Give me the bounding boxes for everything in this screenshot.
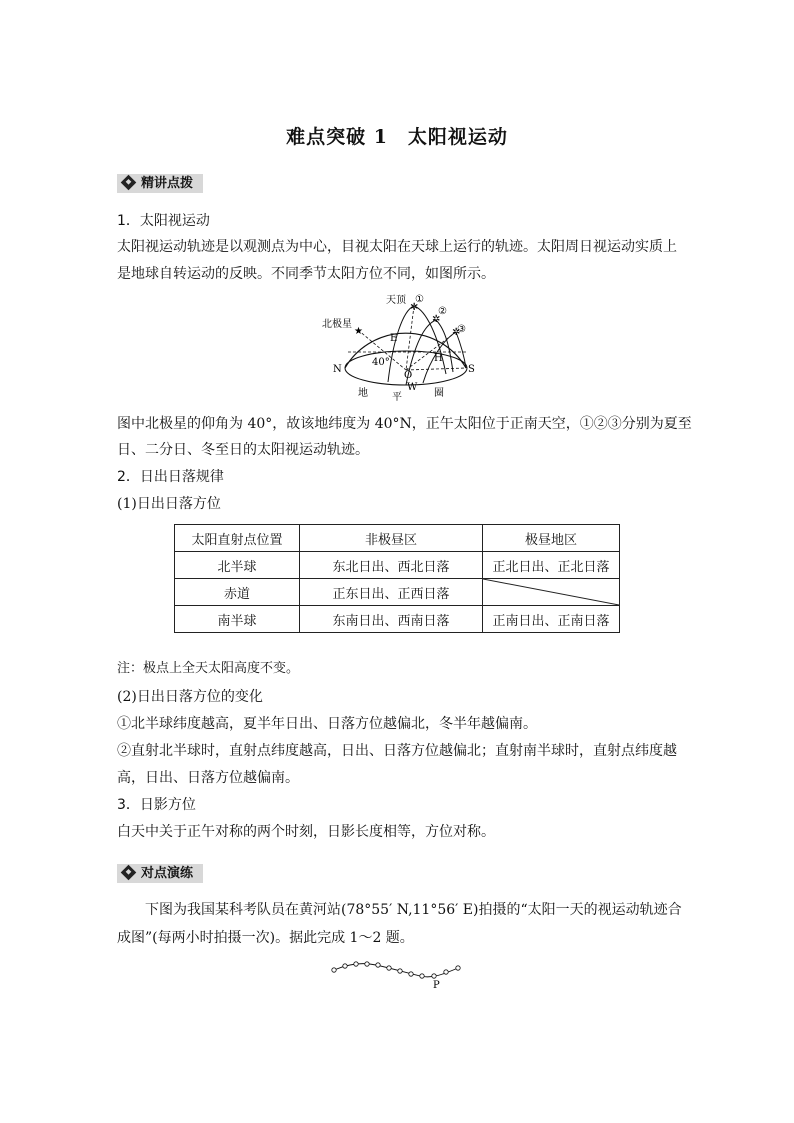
table-header-cell: 非极昼区 (300, 525, 483, 552)
table-row (175, 579, 620, 606)
sun-dot (387, 966, 391, 970)
rule-1: ①北半球纬度越高，夏半年日出、日落方位越偏北，冬半年越偏南。 (117, 716, 537, 732)
label-point-p: P (433, 980, 440, 990)
paragraph-line: 图中北极星的仰角为 40°，故该地纬度为 40°N，正午太阳位于正南天空，①②③分别为夏至 (117, 416, 692, 432)
sun-dot (409, 972, 413, 976)
table-cell: 北半球 (175, 552, 300, 579)
sun-dot (343, 964, 347, 968)
polaris-star-icon: ★ (354, 326, 363, 337)
heading-shadow-direction: 3．日影方位 (117, 797, 196, 813)
table-header-cell: 太阳直射点位置 (175, 525, 300, 552)
paragraph-line: 白天中关于正午对称的两个时刻，日影长度相等，方位对称。 (117, 824, 495, 840)
sun-dot (456, 966, 460, 970)
sun-dot (420, 974, 424, 978)
table-header-cell: 极昼地区 (483, 525, 620, 552)
label-path-1: ① (415, 294, 424, 305)
table-cell: 正南日出、正南日落 (483, 606, 620, 633)
zenith-line (406, 306, 414, 370)
table-cell-diagonal (483, 579, 620, 606)
label-s: S (468, 364, 475, 375)
paragraph-line: 太阳视运动轨迹是以观测点为中心，目视太阳在天球上运行的轨迹。太阳周日视运动实质上 (117, 239, 677, 255)
section-badge-label: 精讲点拨 (141, 176, 194, 191)
section-badge-label: 对点演练 (141, 866, 194, 881)
label-n: N (333, 364, 342, 375)
label-angle: 40° (372, 357, 390, 368)
label-zenith: 天顶 (386, 295, 406, 306)
heading-sun-apparent-motion: 1．太阳视运动 (117, 213, 210, 229)
sun-dot (354, 962, 358, 966)
label-di: 地 (358, 388, 368, 399)
diamond-icon (121, 865, 137, 881)
table-row (175, 552, 620, 579)
table-cell: 南半球 (175, 606, 300, 633)
table-cell: 东南日出、西南日落 (300, 606, 483, 633)
label-ping: 平 (392, 392, 402, 402)
sun-icon: ✲ (452, 327, 461, 338)
celestial-sphere-diagram (318, 290, 486, 402)
label-path-2: ② (438, 306, 447, 317)
sun-dot (398, 969, 402, 973)
paragraph-line: 是地球自转运动的反映。不同季节太阳方位不同，如图所示。 (117, 266, 495, 282)
label-h: H (434, 353, 443, 364)
diamond-icon (121, 175, 137, 191)
rule-2-line: ②直射北半球时，直射点纬度越高，日出、日落方位越偏北；直射南半球时，直射点纬度越 (117, 743, 677, 759)
label-e: E (390, 333, 398, 344)
sun-track-line (334, 964, 458, 977)
sunrise-direction-table (174, 524, 620, 633)
sun-icon: ✲ (432, 314, 441, 325)
table-note: 注：极点上全天太阳高度不变。 (117, 661, 300, 676)
solar-path-3 (423, 332, 466, 383)
paragraph-line: 日、二分日、冬至日的太阳视运动轨迹。 (117, 442, 369, 458)
sun-dot (432, 974, 436, 978)
sun-dot (365, 962, 369, 966)
subheading-direction: (1)日出日落方位 (117, 496, 221, 512)
table-row (175, 606, 620, 633)
sun-dot (444, 970, 448, 974)
table-cell: 东北日出、西北日落 (300, 552, 483, 579)
label-w: W (407, 382, 418, 393)
rule-2-line: 高，日出、日落方位越偏南。 (117, 770, 299, 786)
label-path-3: ③ (457, 324, 466, 335)
sun-icon: ✲ (410, 302, 419, 313)
table-header-row (175, 525, 620, 552)
sun-dot (376, 963, 380, 967)
diagonal-line (483, 579, 619, 605)
table-cell: 正北日出、正北日落 (483, 552, 620, 579)
subheading-change: (2)日出日落方位的变化 (117, 689, 263, 705)
label-quan: 圈 (434, 388, 444, 399)
label-o: O (404, 370, 413, 381)
exercise-line: 下图为我国某科考队员在黄河站(78°55′ N,11°56′ E)拍摄的“太阳一天的视运动轨迹合 (145, 902, 682, 918)
ns-line (406, 368, 466, 370)
section-badge-explanation (117, 174, 203, 193)
heading-sunrise-sunset: 2．日出日落规律 (117, 469, 224, 485)
section-badge-practice (117, 864, 203, 883)
sun-dot (332, 968, 336, 972)
table-cell: 正东日出、正西日落 (300, 579, 483, 606)
table-cell: 赤道 (175, 579, 300, 606)
page-title: 难点突破 1 太阳视运动 (286, 126, 508, 148)
exercise-line: 成图”(每两小时拍摄一次)。据此完成 1～2 题。 (117, 930, 414, 946)
label-polaris: 北极星 (322, 319, 352, 330)
sun-track-figure (328, 958, 464, 990)
